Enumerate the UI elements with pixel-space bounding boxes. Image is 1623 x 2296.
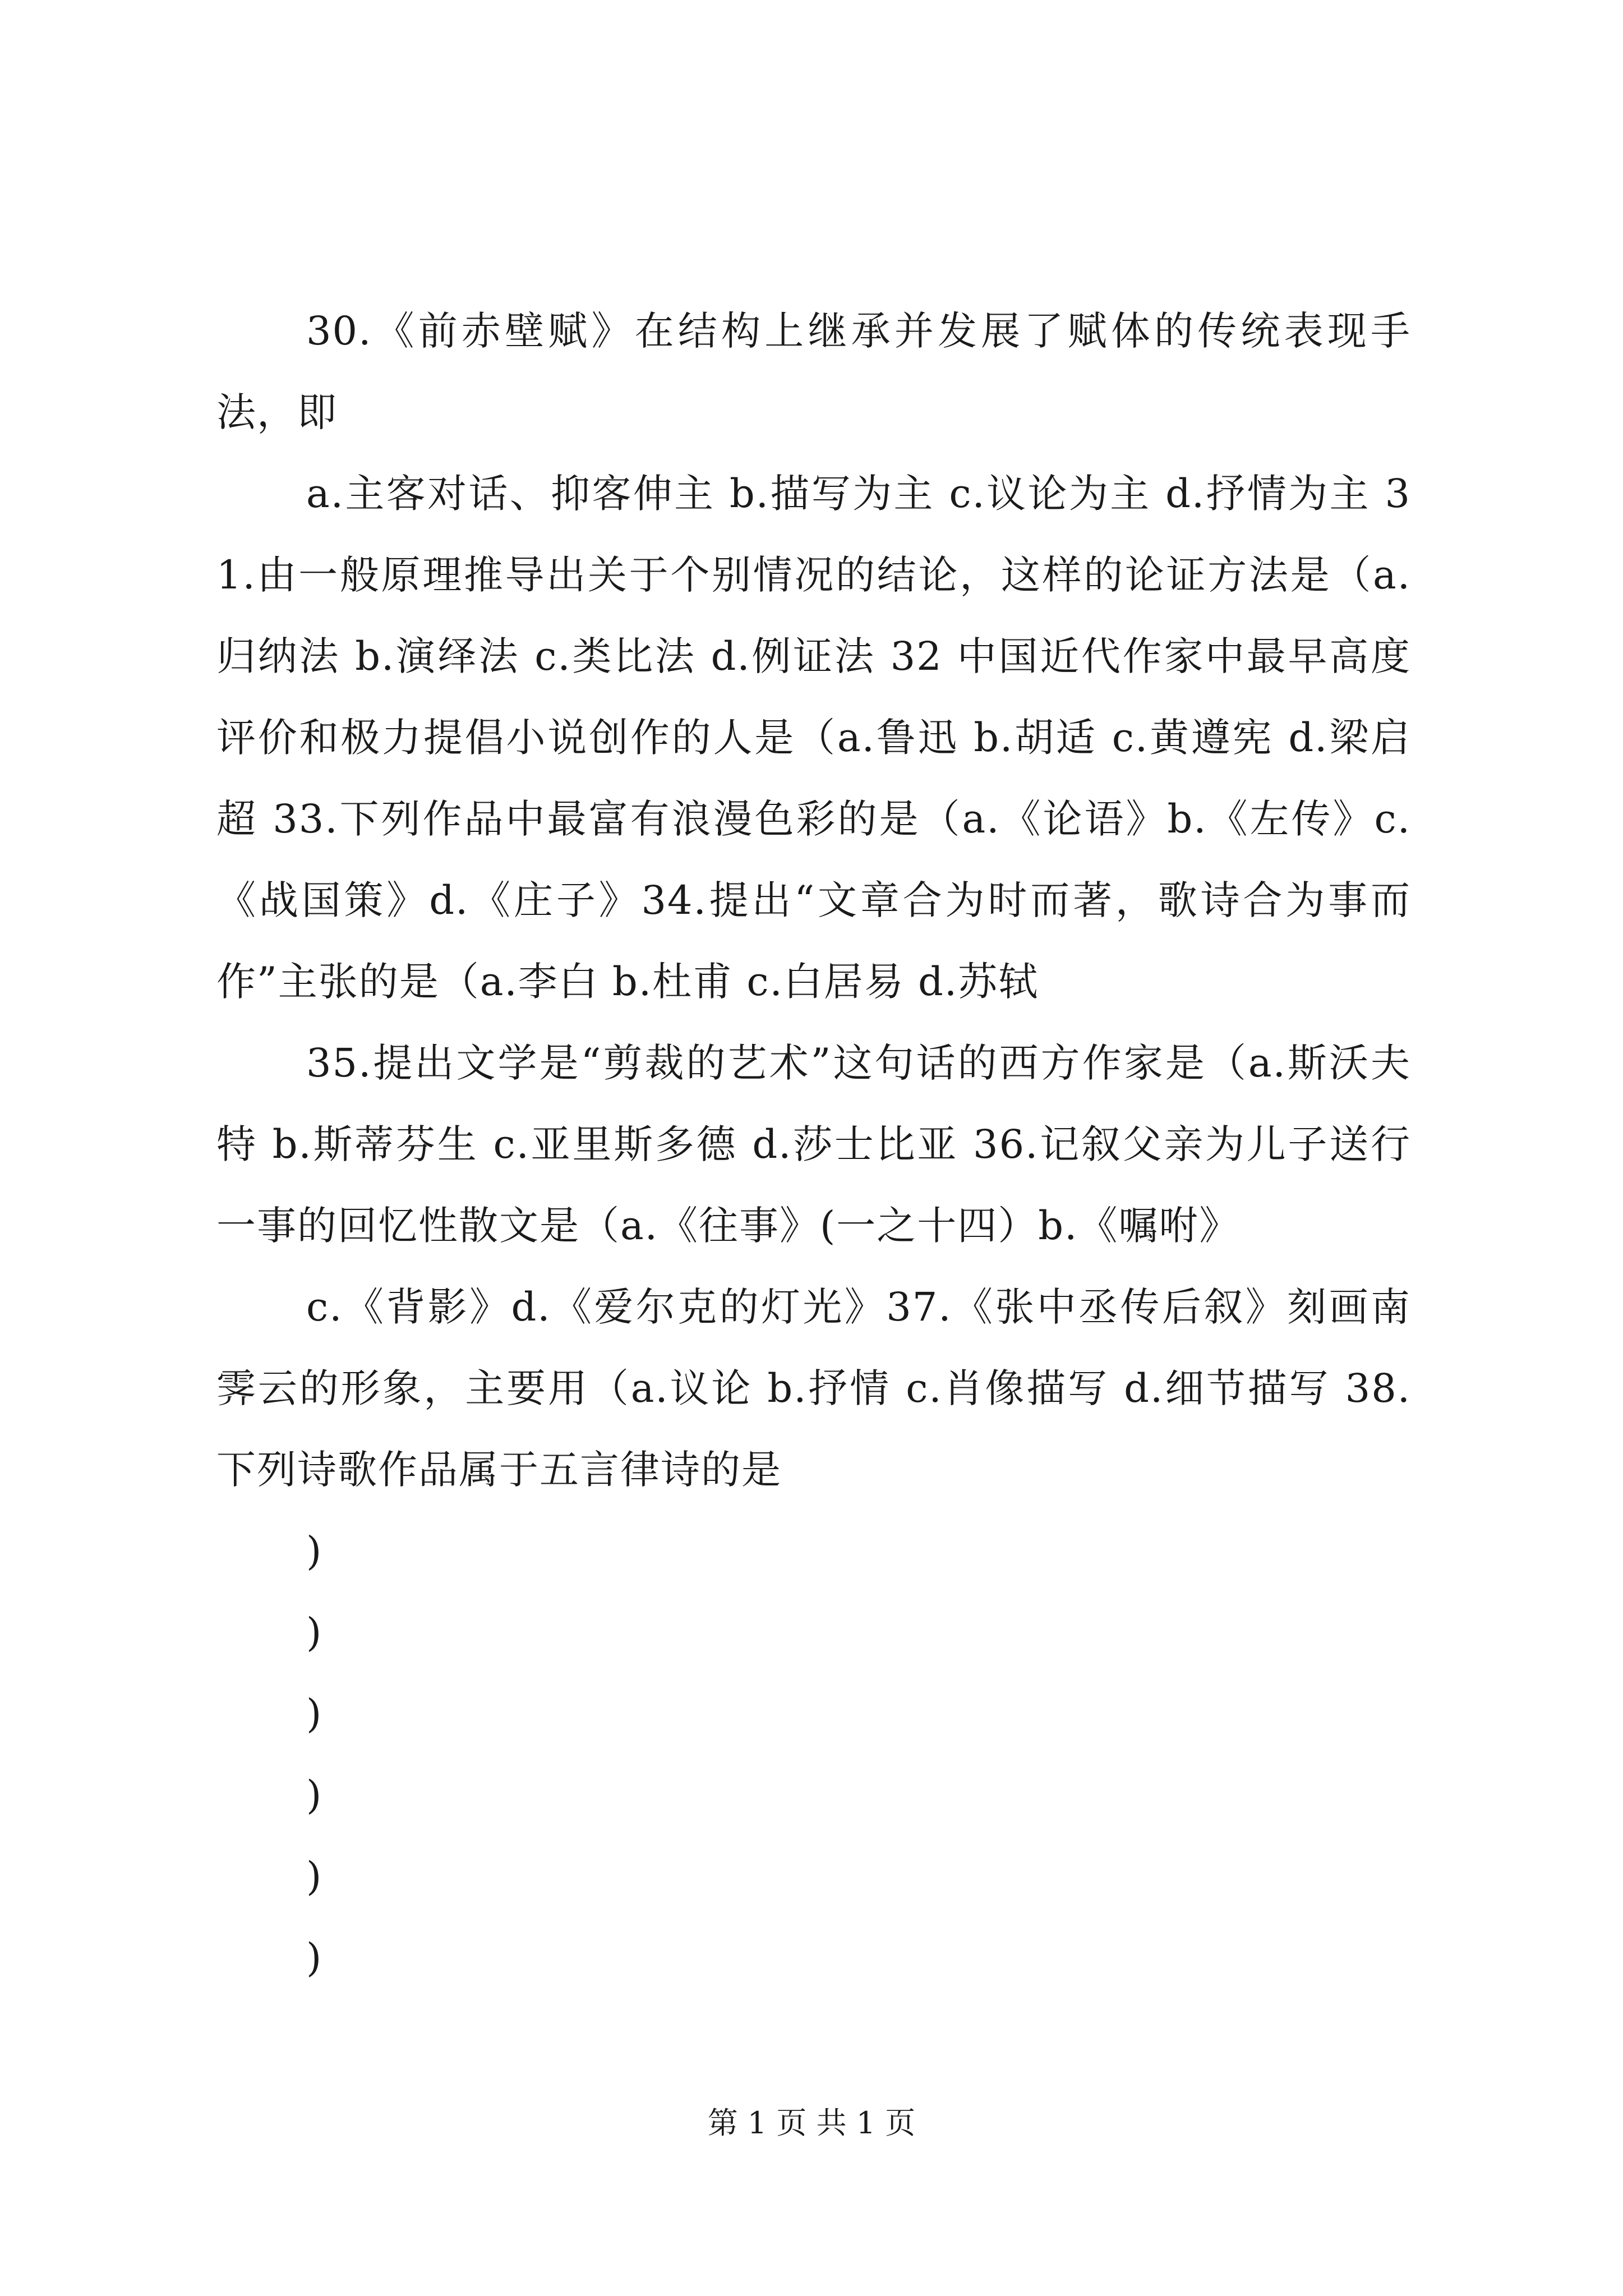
- closing-paren: ): [306, 1691, 322, 1737]
- closing-paren: ): [306, 1935, 322, 1981]
- paragraph-questions-35-36: 35.提出文学是“剪裁的艺术”这句话的西方作家是（a.斯沃夫特 b.斯蒂芬生 c.亚里斯多德 d.莎士比亚 36.记叙父亲为儿子送行一事的回忆性散文是（a.《往事》(一之十四）b.《嘱咐》: [216, 1040, 1411, 1249]
- page-footer: 第 1 页 共 1 页: [707, 2105, 916, 2141]
- closing-paren: ): [306, 1853, 322, 1899]
- paragraph-questions-30-34: a.主客对话、抑客伸主 b.描写为主 c.议论为主 d.抒情为主 31.由一般原理推导出关于个别情况的结论，这样的论证方法是（a.归纳法 b.演绎法 c.类比法 d.例证法 32 中国近代作家中最早高度评价和极力提倡小说创作的人是（a.鲁迅 b.胡适 c.黄遵宪 d.梁启超 33.下列作品中最富有浪漫色彩的是（a.《论语》b.《左传》c.《战国策》d.《庄子》34.提出“文章合为时而著，歌诗合为事而作”主张的是（a.李白 b.杜甫 c.白居易 d.苏轼: [216, 471, 1411, 1005]
- paragraph-question-30: 30.《前赤壁赋》在结构上继承并发展了赋体的传统表现手法，即: [216, 308, 1411, 435]
- paragraph-questions-36-38: c.《背影》d.《爱尔克的灯光》37.《张中丞传后叙》刻画南霁云的形象，主要用（a.议论 b.抒情 c.肖像描写 d.细节描写 38.下列诗歌作品属于五言律诗的是: [216, 1284, 1411, 1493]
- closing-paren: ): [306, 1772, 322, 1818]
- closing-paren: ): [306, 1528, 322, 1574]
- closing-paren: ): [306, 1609, 322, 1655]
- document-body: [216, 291, 1411, 1999]
- closing-paren-list: [216, 1511, 1411, 1999]
